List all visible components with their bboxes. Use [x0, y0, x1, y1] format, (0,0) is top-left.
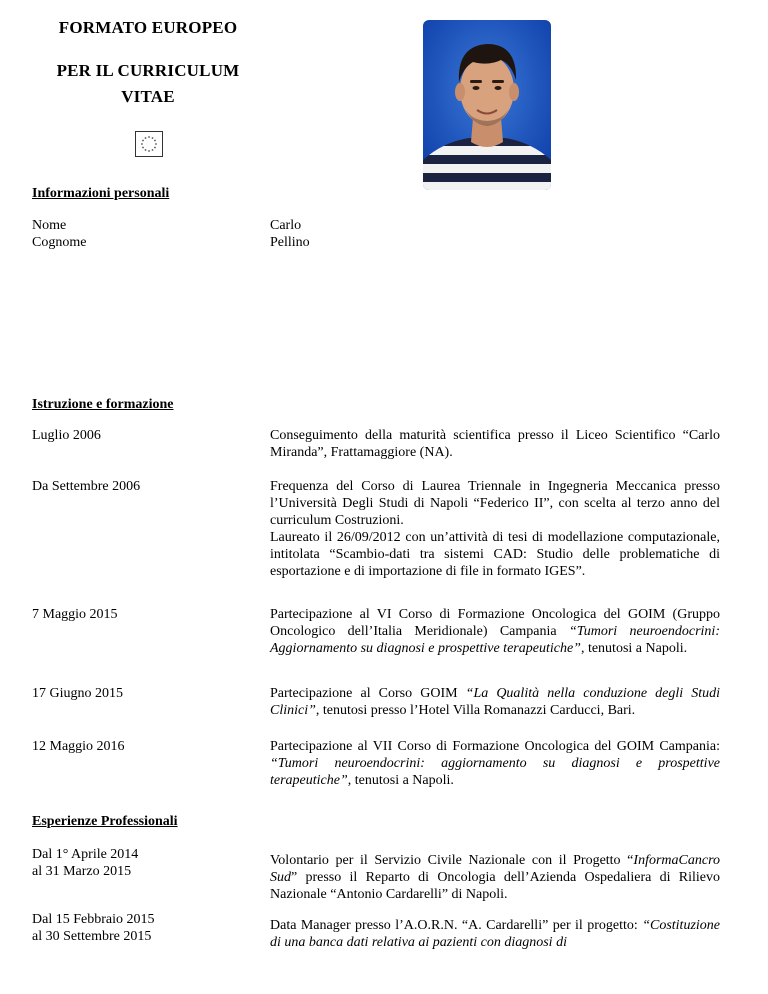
education-text-4-title: “La Qualità nella conduzione degli Studi Clinici” [270, 686, 720, 718]
experience-date-2 [32, 911, 247, 945]
experience-date-2-to: al 30 Settembre 2015 [32, 929, 152, 944]
education-text-5 [270, 738, 720, 789]
education-date-5: 12 Maggio 2016 [32, 739, 125, 754]
experience-section-title: Esperienze Professionali [32, 814, 178, 829]
education-text-1 [270, 427, 720, 461]
education-text-1-body: Conseguimento della maturità scientifica presso il Liceo Scientifico “Carlo Miranda”, Frattamaggiore (NA). [270, 428, 720, 460]
personal-section-title: Informazioni personali [32, 186, 170, 201]
education-text-5-a: Partecipazione al VII Corso di Formazione Oncologica del GOIM Campania: [270, 739, 720, 754]
surname-value: Pellino [270, 235, 310, 250]
education-date-2: Da Settembre 2006 [32, 479, 141, 494]
experience-text-1-a: Volontario per il Servizio Civile Nazionale con il Progetto “ [270, 853, 634, 868]
header-title-line1: FORMATO EUROPEO [58, 18, 238, 37]
eu-flag-icon [135, 131, 163, 157]
education-text-4-c: , tenutosi presso l’Hotel Villa Romanazzi Carducci, Bari. [315, 703, 636, 718]
experience-text-1-c: ” presso il Reparto di Oncologia dell’Azienda Ospedaliera di Rilievo Nazionale “Antonio Cardarelli” di Napoli. [270, 870, 720, 902]
surname-label: Cognome [32, 235, 87, 250]
education-text-3-c: , tenutosi a Napoli. [580, 641, 688, 656]
header-title-line2: PER IL CURRICULUM [56, 61, 240, 80]
education-text-5-title: “Tumori neuroendocrini: aggiornamento su diagnosi e prospettive terapeutiche” [270, 756, 720, 788]
experience-date-2-from: Dal 15 Febbraio 2015 [32, 912, 155, 927]
experience-text-2-a: Data Manager presso l’A.O.R.N. “A. Cardarelli” per il progetto: [270, 918, 643, 933]
name-value: Carlo [270, 218, 302, 233]
experience-text-2 [270, 917, 720, 951]
education-text-2-thesis: Laureato il 26/09/2012 con un’attività di tesi di modellazione computazionale, intitolata “Scambio-dati tra sistemi CAD: Studio delle problematiche di esportazione e di importazione di file in formato IGES”. [270, 530, 720, 579]
education-text-4-a: Partecipazione al Corso GOIM [270, 686, 466, 701]
experience-date-1-from: Dal 1° Aprile 2014 [32, 847, 139, 862]
education-section-title: Istruzione e formazione [32, 397, 174, 412]
experience-text-1-project: InformaCancro Sud [270, 853, 720, 885]
education-text-2 [270, 478, 720, 580]
name-label: Nome [32, 218, 67, 233]
education-date-4: 17 Giugno 2015 [32, 686, 123, 701]
experience-date-1 [32, 846, 247, 880]
header-title-line3: VITAE [121, 87, 175, 106]
education-text-5-c: , tenutosi a Napoli. [347, 773, 454, 788]
experience-text-2-project: “Costituzione di una banca dati relativa ai pazienti con diagnosi di [270, 918, 720, 950]
education-date-1: Luglio 2006 [32, 428, 101, 443]
profile-photo [423, 20, 551, 190]
experience-date-1-to: al 31 Marzo 2015 [32, 864, 132, 879]
education-text-3-a: Partecipazione al VI Corso di Formazione Oncologica del GOIM (Gruppo Oncologico dell’Italia Meridionale) Campania [270, 607, 720, 639]
education-text-4 [270, 685, 720, 719]
education-date-3: 7 Maggio 2015 [32, 607, 118, 622]
education-text-3-title: “Tumori neuroendocrini: Aggiornamento su diagnosi e prospettive terapeutiche” [270, 624, 720, 656]
education-text-3 [270, 606, 720, 657]
experience-text-1 [270, 852, 720, 903]
education-text-2-body: Frequenza del Corso di Laurea Triennale in Ingegneria Meccanica presso l’Università Degli Studi di Napoli “Federico II”, con scelta al terzo anno del curriculum Costruzioni. [270, 479, 720, 528]
